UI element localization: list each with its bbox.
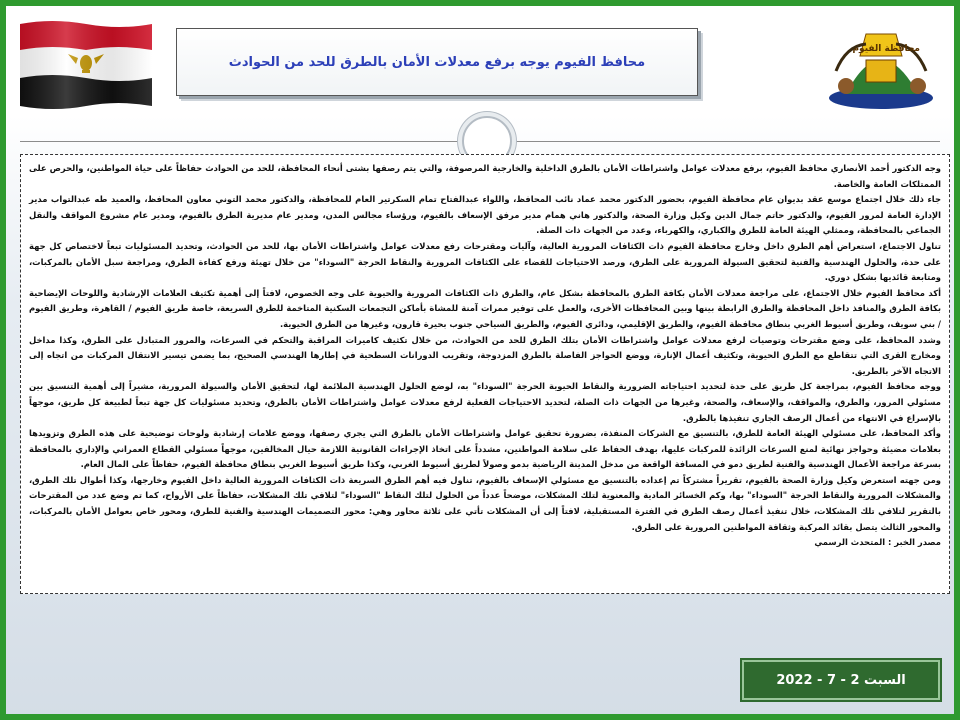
- title-box: [176, 28, 698, 96]
- paragraph: جاء ذلك خلال اجتماع موسع عقد بديوان عام محافظة الفيوم، بحضور الدكتور محمد عماد نائب المحافظ، واللواء عبدالفتاح تمام السكرتير العام للمحافظة، والدكتور محمد التوني معاون المحافظ، والعميد طه عبدالتواب مدير الإدارة العامة لمرور الفيوم، والدكتور حاتم جمال الدين وكيل وزارة الصحة، والدكتور هاني همام مدير مرفق الإسعاف بالفيوم، ورؤساء مجالس المدن، ومدير عام مديرية الطرق بالفيوم، ومدير عام مشروع المواقف والنقل الجماعي بالمحافظة، وممثلي الهيئة العامة للطرق والكباري، والكهرباء، وعدد من الجهات ذات الصلة.: [29, 194, 941, 236]
- article-text: [29, 161, 941, 551]
- source-line: مصدر الخبر : المتحدث الرسمي: [814, 537, 941, 548]
- fayoum-governorate-emblem-icon: [826, 16, 936, 111]
- paragraph: أكد محافظ الفيوم خلال الاجتماع، على مراجعة معدلات الأمان بكافة الطرق بالمحافظة بشكل عام، والطرق ذات الكثافات المرورية والحيوية على وجه الخصوص، لافتاً إلى أهمية تكثيف العلامات الإرشادية واللوحات الإيضاحية بكافة الطرق والمنافذ داخل المحافظة والطرق الرابطة بينها وبين المحافظات الأخرى، والعمل على توفير ممرات آمنة للمشاة بأماكن التجمعات السكنية المتاخمة للطرق السريعة، خاصة طريق الفيوم / القاهرة، وطريق الفيوم / بني سويف، وطريق أسيوط الغربي بنطاق محافظة الفيوم، والطريق الإقليمي، ودائري الفيوم، والطريق السياحي جنوب بحيرة قارون، وغيرها من الطرق الحيوية.: [29, 287, 941, 329]
- paragraph: ووجه محافظ الفيوم، بمراجعة كل طريق على حدة لتحديد احتياجاته الضرورية والنقاط الحيوية الحرجة "السوداء" به، لوضع الحلول الهندسية الملائمة لها، لتحقيق الأمان والسيولة المرورية، مشيراً إلى أهمية التنسيق بين مسئولي المرور، والطرق، والمواقف، والإسعاف، والصحة، وغيرها من الجهات ذات الصلة، لتحديد الاحتياجات الفعلية لرفع معدلات عوامل واشتراطات الأمان بالطرق، وتحديد مسئوليات كل جهة تبعاً لطبيعة كل طريق، موجهاً بالإسراع في الانتهاء من أعمال الرصف الجاري تنفيذها بالطرق.: [29, 381, 941, 423]
- paragraph: وجه الدكتور أحمد الأنصاري محافظ الفيوم، برفع معدلات عوامل واشتراطات الأمان بالطرق الداخلية والخارجية المرصوفة، والتي يتم رصفها بشتى أنحاء المحافظة، للحد من الحوادث حفاظاً على حياة المواطنين، والحرص على الممتلكات العامة والخاصة.: [29, 163, 941, 189]
- paragraph: تناول الاجتماع، استعراض أهم الطرق داخل وخارج محافظة الفيوم ذات الكثافات المرورية العالية، وآليات ومقترحات رفع معدلات عوامل واشتراطات الأمان بها، للحد من الحوادث، وتحديد المسئوليات تبعاً لاختصاص كل جهة على حدة، والحلول الهندسية والفنية لتحقيق السيولة المرورية على الطرق، ورصد الاحتياجات للقضاء على الكثافات المرورية والنقاط الحرجة "السوداء" من خلال تهيئة ورفع كفاءة الطرق، ومراجعة سبل الأمان بالمركبات، ومتابعة قائديها بشكل دوري.: [29, 240, 941, 283]
- paragraph: وأكد المحافظ، على مسئولي الهيئة العامة للطرق، بالتنسيق مع الشركات المنفذة، بضرورة تحقيق عوامل واشتراطات الأمان بالطرق التي يجري رصفها، ووضع علامات إرشادية ولوحات توضيحية على هذه الطرق وتزويدها بعلامات مضيئة وحواجز نهائية لمنع السرعات الزائدة للمركبات عليها، بهدف الحفاظ على سلامة المواطنين، مشدداً على اتخاذ الإجراءات القانونية اللازمة حيال المخالفين، موجهاً مسئولي القطاع العمراني والإداري بالمحافظة بسرعة مراجعة الأعمال الهندسية والفنية لطريق دمو في المسافة الواقعة من مدخل المدينة الرياضية بدمو وصولاً لطريق أسيوط الغربي، وكذا طريق أسيوط الغربي بنطاق محافظة الفيوم، حفاظاً على المال العام.: [29, 428, 941, 470]
- date-text: السبت 2 - 7 - 2022: [776, 672, 906, 688]
- article-body: [20, 154, 950, 594]
- paragraph: ومن جهته استعرض وكيل وزارة الصحة بالفيوم، تقريراً مشتركاً تم إعداده بالتنسيق مع مسئولي الإسعاف بالفيوم، تناول فيه أهم الطرق السريعة ذات الكثافات المرورية العالية داخل الفيوم وخارجها، وكذا أطوال تلك الطرق، والمشكلات المرورية والنقاط الحرجة "السوداء" بها، وكم الخسائر المادية والمعنوية لتلك المشكلات، موضحاً عدداً من الحلول لتلك النقاط "السوداء" لتلافي تلك المشكلات، حفاظاً على الأرواح، كما تم وضع عدد من المقترحات بالتقرير لتلافي تلك المشكلات، خلال تنفيذ أعمال رصف الطرق في الفترة المستقبلية، لافتاً إلى أن المشكلات تأتي على ثلاثة محاور وهي: محور التصميمات الهندسية والفنية للطرق، ومحور خاص بعوامل الأمان بالمركبات، والمحور الثالث يتصل بقائد المركبة وثقافة المواطنين المرورية على الطرق.: [29, 474, 941, 532]
- logo-caption: محافظة الفيوم: [852, 44, 920, 54]
- paragraph: وشدد المحافظ، على وضع مقترحات وتوصيات لرفع معدلات عوامل واشتراطات الأمان بتلك الطرق للحد من الحوادث، من خلال تكثيف كاميرات المراقبة والتحكم في السرعات، والمرور المتبادل على الطرق، وكذا مداخل ومخارج القرى التي تتقاطع مع الطرق الحيوية، وتكثيف أعمال الإنارة، ووضع الحواجز الفاصلة بالطرق المزدوجة، وتقريب الدورانات السطحية في إطارها الهندسي الصحيح، بما يضمن تيسير الانتقال المركبات من اتجاه إلى الاتجاه الآخر بالطريق.: [29, 334, 941, 376]
- egypt-flag-icon: [18, 18, 154, 110]
- date-badge: [742, 660, 940, 700]
- page-title: محافظ الفيوم يوجه برفع معدلات الأمان بالطرق للحد من الحوادث: [228, 54, 646, 70]
